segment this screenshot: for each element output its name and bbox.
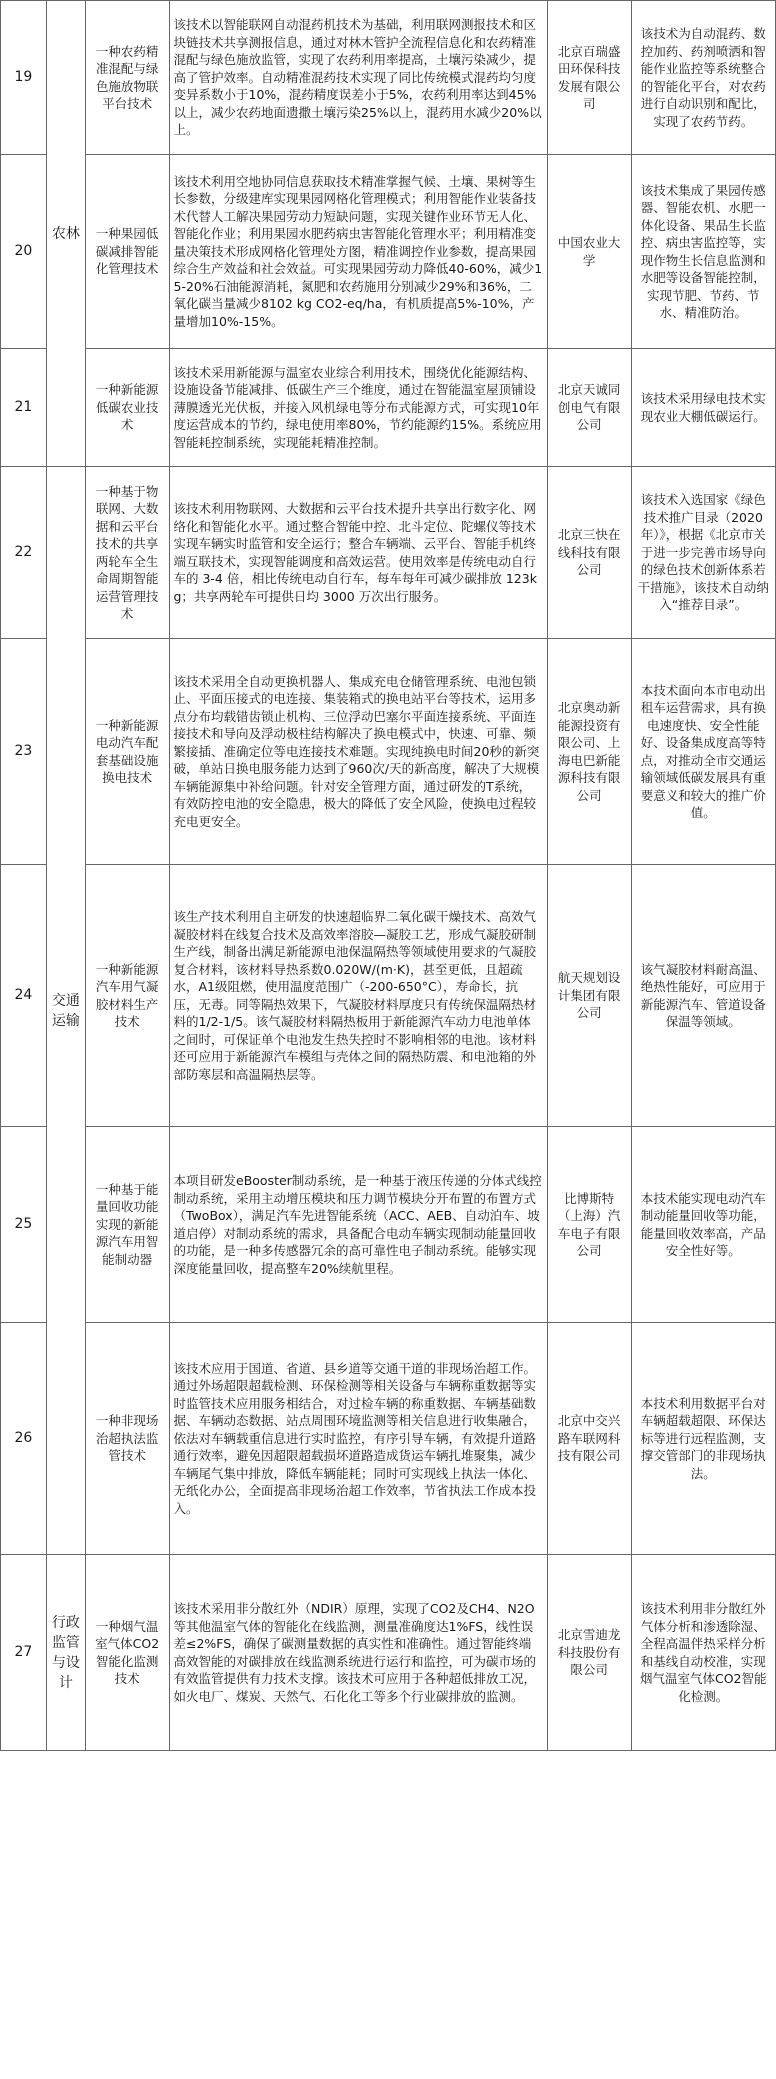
- table-row: [1, 155, 776, 349]
- row-number: 23: [1, 639, 47, 865]
- organization: 比博斯特（上海）汽车电子有限公司: [547, 1127, 631, 1323]
- tech-name: 一种非现场治超执法监管技术: [85, 1323, 169, 1555]
- organization: 北京天诚同创电气有限公司: [547, 349, 631, 467]
- remark: 该技术为自动混药、数控加药、药剂喷洒和智能作业监控等系统整合的智能化平台，对农药进行自动识别和配比，实现了农药节药。: [631, 1, 775, 155]
- remark: 本技术面向本市电动出租车运营需求，具有换电速度快、安全性能好、设备集成度高等特点，对推动全市交通运输领域低碳发展具有重要意义和较大的推广价值。: [631, 639, 775, 865]
- row-number: 26: [1, 1323, 47, 1555]
- remark: 本技术利用数据平台对车辆超载超限、环保达标等进行远程监测，支撑交管部门的非现场执法。: [631, 1323, 775, 1555]
- organization: 北京雪迪龙科技股份有限公司: [547, 1555, 631, 1751]
- tech-description: 本项目研发eBooster制动系统，是一种基于液压传递的分体式线控制动系统，采用主动增压模块和压力调节模块分开布置的布置方式（TwoBox），满足汽车先进智能系统（ACC、AEB、自动泊车、坡道启停）对制动系统的需求，具备配合电动车辆实现制动能量回收的功能，是一种多传感器冗余的高可靠性电子制动系统。能够实现深度能量回收，提高整车20%续航里程。: [169, 1127, 547, 1323]
- row-number: 27: [1, 1555, 47, 1751]
- tech-name: 一种新能源电动汽车配套基础设施换电技术: [85, 639, 169, 865]
- organization: 中国农业大学: [547, 155, 631, 349]
- table-row: [1, 1127, 776, 1323]
- remark: 该技术入选国家《绿色技术推广目录（2020年）》，根据《北京市关于进一步完善市场导向的绿色技术创新体系若干措施》，该技术自动纳入“推荐目录”。: [631, 467, 775, 639]
- table-row: [1, 1555, 776, 1751]
- remark: 该技术利用非分散红外气体分析和渗透除湿、全程高温伴热采样分析和基线自动校准，实现烟气温室气体CO2智能化检测。: [631, 1555, 775, 1751]
- row-number: 22: [1, 467, 47, 639]
- organization: 北京中交兴路车联网科技有限公司: [547, 1323, 631, 1555]
- tech-description: 该技术以智能联网自动混药机技术为基础，利用联网测报技术和区块链技术共享测报信息，通过对林木管护全流程信息化和农药精准混配与绿色施放监管，实现了农药利用率提高，土壤污染减少，提高了管护效率。自动精准混药技术实现了同比传统模式混药均匀度变异系数小于10%，混药精度误差小于5%，农药利用率达到45%以上，减少农药地面遗撒土壤污染25%以上，混药用水减少20%以上。: [169, 1, 547, 155]
- table-row: [1, 865, 776, 1127]
- remark: 该技术集成了果园传感器、智能农机、水肥一体化设备、果品生长监控、病虫害监控等，实现作物生长信息监测和水肥等设备智能控制，实现节肥、节药、节水、精准防治。: [631, 155, 775, 349]
- category-cell: 交通运输: [46, 467, 85, 1555]
- organization: 北京三快在线科技有限公司: [547, 467, 631, 639]
- row-number: 19: [1, 1, 47, 155]
- category-cell: 农林: [46, 1, 85, 467]
- tech-description: 该技术采用非分散红外（NDIR）原理，实现了CO2及CH4、N2O等其他温室气体的智能化在线监测，测量准确度达1%FS，线性误差≤2%FS，确保了碳测量数据的真实性和准确性。通过智能终端高效智能的对碳排放在线监测系统进行运行和监控，可为碳市场的有效监管提供有力技术支撑。该技术可应用于各种超低排放工况，如火电厂、煤炭、天然气、石化化工等多个行业碳排放的监测。: [169, 1555, 547, 1751]
- tech-name: 一种新能源低碳农业技术: [85, 349, 169, 467]
- tech-name: 一种基于物联网、大数据和云平台技术的共享两轮车全生命周期智能运营管理技术: [85, 467, 169, 639]
- category-cell: 行政监管与设计: [46, 1555, 85, 1751]
- tech-name: 一种农药精准混配与绿色施放物联平台技术: [85, 1, 169, 155]
- organization: 北京百瑞盛田环保科技发展有限公司: [547, 1, 631, 155]
- tech-name: 一种新能源汽车用气凝胶材料生产技术: [85, 865, 169, 1127]
- organization: 航天规划设计集团有限公司: [547, 865, 631, 1127]
- table-row: [1, 467, 776, 639]
- tech-description: 该技术采用新能源与温室农业综合利用技术，围绕优化能源结构、设施设备节能减排、低碳生产三个维度，通过在智能温室屋顶铺设薄膜透光光伏板，并接入风机绿电等分布式能源方式，可实现10年度运营成本的节约，绿电使用率80%，节约能源约15%。系统应用智能耗控制系统，实现能耗精准控制。: [169, 349, 547, 467]
- row-number: 25: [1, 1127, 47, 1323]
- table-row: [1, 639, 776, 865]
- row-number: 24: [1, 865, 47, 1127]
- row-number: 21: [1, 349, 47, 467]
- tech-name: 一种基于能量回收功能实现的新能源汽车用智能制动器: [85, 1127, 169, 1323]
- remark: 该气凝胶材料耐高温、绝热性能好，可应用于新能源汽车、管道设备保温等领域。: [631, 865, 775, 1127]
- row-number: 20: [1, 155, 47, 349]
- remark: 该技术采用绿电技术实现农业大棚低碳运行。: [631, 349, 775, 467]
- tech-name: 一种烟气温室气体CO2智能化监测技术: [85, 1555, 169, 1751]
- table-row: [1, 349, 776, 467]
- tech-description: 该生产技术利用自主研发的快速超临界二氧化碳干燥技术、高效气凝胶材料在线复合技术及高效率溶胶—凝胶工艺，形成气凝胶研制生产线，制备出满足新能源电池保温隔热等领域使用要求的气凝胶复合材料，该材料导热系数0.020W/(m·K)，甚至更低，且超疏水，A1级阻燃，使用温度范围广（-200-650°C），寿命长，抗压，无毒。同等隔热效果下，气凝胶材料厚度只有传统保温隔热材料的1/2-1/5。该气凝胶材料隔热板用于新能源汽车动力电池单体之间时，可保证单个电池发生热失控时不影响相邻的电池。该材料还可应用于新能源汽车模组与壳体之间的隔热防震、和电池箱的外部防寒层和高温隔热层等。: [169, 865, 547, 1127]
- organization: 北京奥动新能源投资有限公司、上海电巴新能源科技有限公司: [547, 639, 631, 865]
- table-row: [1, 1, 776, 155]
- table-row: [1, 1323, 776, 1555]
- tech-description: 该技术利用物联网、大数据和云平台技术提升共享出行数字化、网络化和智能化水平。通过整合智能中控、北斗定位、陀螺仪等技术实现车辆实时监管和安全运行；整合车辆端、云平台、智能手机终端互联技术，实现智能调度和高效运营。使用效率是传统电动自行车的 3-4 倍，相比传统电动自行车，每车每年可减少碳排放 123kg；共享两轮车可提供日均 3000 万次出行服务。: [169, 467, 547, 639]
- tech-name: 一种果园低碳减排智能化管理技术: [85, 155, 169, 349]
- remark: 本技术能实现电动汽车制动能量回收等功能，能量回收效率高，产品安全性好等。: [631, 1127, 775, 1323]
- tech-description: 该技术采用全自动更换机器人、集成充电仓储管理系统、电池包锁止、平面压接式的电连接、集装箱式的换电站平台等技术，运用多点分布均载错齿锁止机构、三位浮动巴塞尔平面连接系统、平面连接技术和导向及浮动极柱结构解决了换电模式中，快速、可靠、频繁接插、准确定位等电连接技术难题。实现纯换电时间20秒的新突破，单站日换电服务能力达到了960次/天的新高度，解决了大规模车辆能源集中补给问题。针对安全管理方面，通过研发的T系统，有效防控电池的安全隐患，极大的降低了安全风险，使换电过程较充电更安全。: [169, 639, 547, 865]
- tech-description: 该技术利用空地协同信息获取技术精准掌握气候、土壤、果树等生长参数，分级建库实现果园网格化管理模式；利用智能作业装备技术代替人工解决果园劳动力短缺问题，实现关键作业环节无人化、智能化作业；利用果园水肥药病虫害智能化管理水平；利用精准变量决策技术形成网格化管理处方图，精准调控作业参数，提高果园综合生产效益和社会效益。可实现果园劳动力降低40-60%，减少15-20%石油能源消耗，氮肥和农药施用分别减少29%和36%，二氧化碳当量减少8102 kg CO2-eq/ha，有机质提高5%-10%，产量增加10%-15%。: [169, 155, 547, 349]
- tech-description: 该技术应用于国道、省道、县乡道等交通干道的非现场治超工作。通过外场超限超载检测、环保检测等相关设备与车辆称重数据等实时监管技术应用服务相结合，对过检车辆的称重数据、车辆基础数据、车辆动态数据、站点周围环境监测等相关信息进行收集融合，依法对车辆载重信息进行实时监控，有序引导车辆，有效提升道路通行效率，避免因超限超载损坏道路造成货运车辆扎堆聚集，减少车辆尾气集中排放，降低车辆能耗；同时可实现线上执法一体化、无纸化办公，全面提高非现场治超工作效率，节省执法工作成本投入。: [169, 1323, 547, 1555]
